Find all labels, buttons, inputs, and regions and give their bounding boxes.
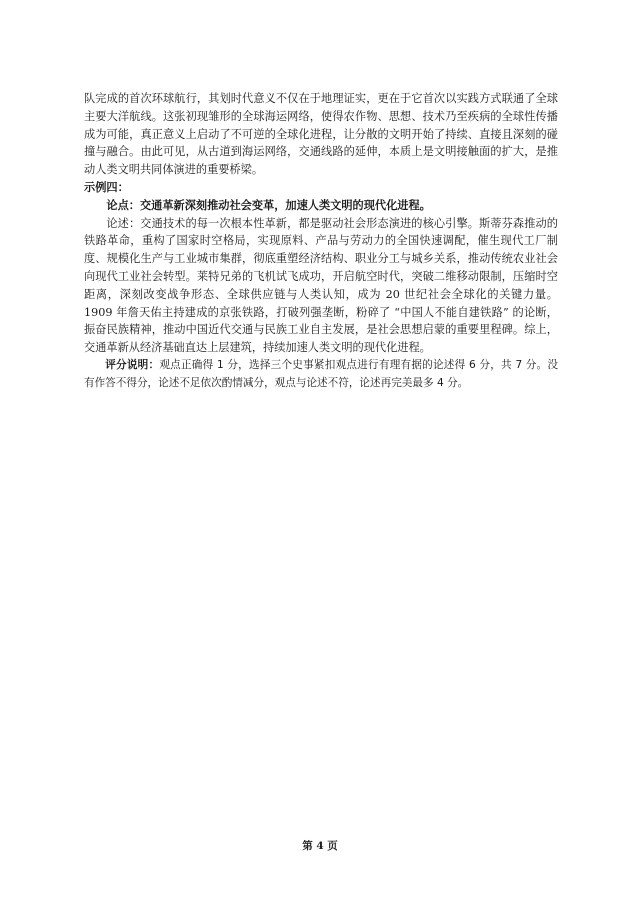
argument-text: 交通技术的每一次根本性革新，都是驱动社会形态演进的核心引擎。斯蒂芬森推动的铁路革命，重构了国家时空格局，实现原料、产品与劳动力的全国快速调配，催生现代工厂制度、规模化生产与工业城市集群，彻底重塑经济结构、职业分工与城乡关系，推动传统农业社会向现代工业社会转型。莱特兄弟的飞机试飞成功，开启航空时代，突破二维移动限制，压缩时空距离，深刻改变战争形态、全球供应链与人类认知，成为 20 世纪社会全球化的关键力量。1909 年詹天佑主持建成的京张铁路，打破列强垄断，粉碎了 “中国人不能自建铁路” 的论断，振奋民族精神，推动中国近代交通与民族工业自主发展，是社会思想启蒙的重要里程碑。综上，交通革新从经济基础直达上层建筑，持续加速人类文明的现代化进程。	[84, 216, 558, 355]
page-number: 第 4 页	[302, 840, 338, 852]
scoring-label: 评分说明：	[105, 358, 160, 371]
argument-paragraph	[84, 215, 558, 357]
thesis-label: 论点：	[106, 197, 140, 212]
argument-label: 论述：	[106, 216, 141, 230]
scoring-text: 观点正确得 1 分，选择三个史事紧扣观点进行有理有据的论述得 6 分，共 7 分。没有作答不得分，论述不足依次酌情减分，观点与论述不符，论述再完美最多 4 分。	[84, 358, 559, 389]
thesis-text: 交通革新深刻推动社会变革，加速人类文明的现代化进程。	[139, 197, 431, 212]
document-body	[84, 90, 558, 393]
example-heading: 示例四：	[84, 179, 129, 194]
scoring-paragraph	[84, 357, 558, 393]
continuation-paragraph: 队完成的首次环球航行，其划时代意义不仅在于地理证实，更在于它首次以实践方式联通了全球主要大洋航线。这张初现雏形的全球海运网络，使得农作物、思想、技术乃至疾病的全球性传播成为可能，真正意义上启动了不可逆的全球化进程，让分散的文明开始了持续、直接且深刻的碰撞与融合。由此可见，从古道到海运网络，交通线路的延伸，本质上是文明接触面的扩大，是推动人类文明共同体演进的重要桥梁。	[84, 92, 558, 177]
thesis-line	[84, 197, 558, 215]
